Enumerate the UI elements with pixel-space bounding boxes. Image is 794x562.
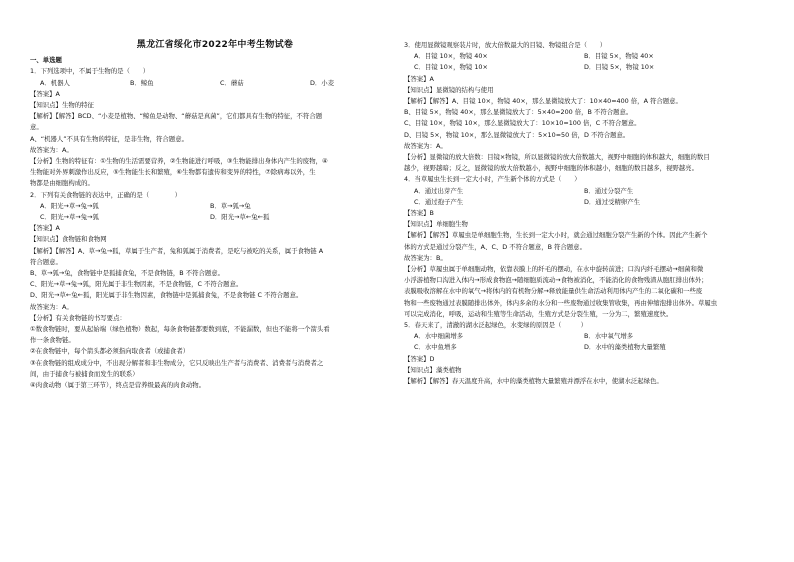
question-1-stem: 1．下列选项中，不属于生物的是（ ） (30, 67, 150, 76)
option-a: A．水中细菌增多 (414, 332, 464, 341)
knowledge-point-1: 【知识点】生物的特征 (30, 101, 94, 110)
answer-1: 【答案】A (30, 89, 60, 98)
analysis-2-line: ②在食物链中，每个箭头都必须指向取食者（或捕食者） (30, 347, 190, 356)
option-a: A．机器人 (40, 78, 70, 87)
option-c: C．目镜 10×，物镜 10× (414, 63, 488, 72)
question-5-options (404, 342, 774, 353)
analysis-3-line: 【分析】显微镜的放大倍数：目镜×物镜，所以显微镜的放大倍数越大，视野中细胞的体积越大，细胞的数目 (404, 153, 710, 162)
option-b: B．水中氧气增多 (584, 332, 634, 341)
option-c: C．通过孢子产生 (414, 197, 464, 206)
conclusion-2: 故答案为：A。 (30, 302, 73, 311)
question-4-stem: 4．当草履虫生长到一定大小时，产生新个体的方式是（ ） (404, 175, 581, 184)
option-d: D．通过受精卵产生 (584, 197, 641, 206)
analysis-1-line: 物都是由细胞构成的。 (30, 179, 94, 188)
option-b: B．鲸鱼 (130, 78, 154, 87)
explanation-3-line: 【解析】【解答】A、目镜 10×，物镜 40×，那么显微镜放大了：10×40=400 倍，A 符合题意。 (404, 97, 682, 106)
analysis-1-line: 生物能对外界刺激作出反应，⑤生物能生长和繁殖，⑥生物都有遗传和变异的特性，⑦除病毒以外，生 (30, 168, 316, 177)
explanation-4-line: 【解析】【解答】草履虫是单细胞生物，生长到一定大小时，就会通过细胞分裂产生新的个体。因此产生新个 (404, 231, 708, 240)
question-3-options (404, 51, 774, 62)
analysis-4-line: 小浮游植物口沟进入体内→形成食物泡→随细胞质流动→食物被消化，不能消化的食物残渣从胞肛排出体外； (404, 276, 708, 285)
explanation-2-line: D、阳光→草←兔←狐，阳光属于非生物因素，食物链中是狐捕食兔，不是食物链 C 不符合题意。 (30, 291, 303, 300)
right-column (404, 0, 774, 387)
explanation-1-line: 【解析】【解答】BCD、“小麦是植物、“鲸鱼是动物、“蘑菇是真菌”，它们都具有生物的特征，不符合题 (30, 112, 323, 121)
analysis-2-line: 间，由于捕食与被捕食而发生的联系） (30, 369, 139, 378)
option-b: B．目镜 5×，物镜 40× (584, 52, 654, 61)
section-heading: 一、单选题 (30, 56, 62, 65)
explanation-3-line: B、目镜 5×，物镜 40×，那么显微镜放大了：5×40=200 倍，B 不符合题意。 (404, 108, 633, 117)
option-a: A．目镜 10×，物镜 40× (414, 52, 488, 61)
explanation-4-line: 体的方式是通过分裂产生，A、C、D 不符合题意，B 符合题意。 (404, 242, 586, 251)
option-c: C．水中鱼增多 (414, 343, 457, 352)
option-a: A．阳光→草→兔→狐 (40, 201, 99, 210)
explanation-2-line: B、草→狐→兔，食物链中是狐捕食兔，不是食物链，B 不符合题意。 (30, 269, 225, 278)
analysis-4-line: 表膜吸收溶解在水中的氧气→将体内的有机物分解→释放能量供生命活动利用体内产生的二氧化碳和一些废 (404, 287, 703, 296)
explanation-3-line: D、目镜 5×，物镜 10×，那么显微镜放大了：5×10=50 倍，D 不符合题意。 (404, 130, 630, 139)
analysis-4-line: 物和一些废物通过表膜随排出体外，体内多余的水分和一些废物通过收集管收集，再由伸缩泡排出体外。草履虫 (404, 298, 718, 307)
option-c: C．阳光→草→兔→狐 (40, 213, 99, 222)
option-d: D．目镜 5×，物镜 10× (584, 63, 655, 72)
question-2-options (30, 201, 400, 212)
option-c: C．蘑菇 (220, 78, 244, 87)
analysis-2-line: 作一条食物链。 (30, 336, 75, 345)
answer-3: 【答案】A (404, 74, 434, 83)
explanation-1-line: A、“机器人”不具有生物的特征，是非生物，符合题意。 (30, 134, 188, 143)
analysis-2-line: ④肉食动物（属于第三环节），终点是营养级最高的肉食动物。 (30, 381, 206, 390)
question-4-options (404, 186, 774, 197)
knowledge-point-5: 【知识点】藻类植物 (404, 365, 462, 374)
conclusion-4: 故答案为：B。 (404, 253, 447, 262)
question-5-options (404, 331, 774, 342)
question-3-stem: 3．使用显微镜观察装片时，放大倍数最大的目镜、物镜组合是（ ） (404, 41, 607, 49)
explanation-1-line: 意。 (30, 123, 43, 132)
analysis-1-line: 【分析】生物的特征有：①生物的生活需要营养，②生物能进行呼吸，③生物能排出身体内产生的废物，④ (30, 157, 328, 166)
answer-2: 【答案】A (30, 224, 60, 233)
option-b: B．草→狐→兔 (210, 201, 251, 210)
question-4-options (404, 197, 774, 208)
option-d: D．阳光→草←兔←狐 (210, 213, 270, 222)
knowledge-point-4: 【知识点】单细胞生物 (404, 220, 468, 229)
question-2-options (30, 212, 400, 223)
option-d: D．小麦 (310, 78, 335, 87)
question-5-stem: 5．春天来了，清澈的湖水泛起绿色，水变绿的原因是（ ） (404, 321, 588, 330)
explanation-5-line: 【解析】【解答】春天温度升高，水中的藻类植物大量繁殖并漂浮在水中，使湖水泛起绿色。 (404, 377, 663, 386)
conclusion-3: 故答案为：A。 (404, 141, 447, 150)
explanation-3-line: C、目镜 10×，物镜 10×，那么显微镜放大了：10×10=100 倍，C 不符合题意。 (404, 119, 641, 128)
question-3-options (404, 62, 774, 73)
option-b: B．通过分裂产生 (584, 186, 634, 195)
answer-4: 【答案】B (404, 209, 434, 218)
analysis-2-line: ③在食物链的组成成分中，不出现分解者和非生物成分，它只反映出生产者与消费者、消费者与消费者之 (30, 358, 324, 367)
answer-5: 【答案】D (404, 354, 435, 363)
knowledge-point-2: 【知识点】食物链和食物网 (30, 235, 107, 244)
conclusion-1: 故答案为：A。 (30, 145, 73, 154)
explanation-2-line: 【解析】【解答】A、草→兔→狐，草属于生产者，兔和狐属于消费者，是吃与被吃的关系，属于食物链 A (30, 246, 324, 255)
document-title: 黑龙江省绥化市2022年中考生物试卷 (136, 40, 294, 50)
left-column (30, 0, 400, 391)
knowledge-point-3: 【知识点】显微镜的结构与使用 (404, 85, 494, 94)
explanation-2-line: C、阳光→草→兔→狐，阳光属于非生物因素，不是食物链，C 不符合题意。 (30, 280, 243, 289)
analysis-4-line: 可以完成消化，呼吸，运动和生殖等生命活动，生殖方式是分裂生殖，一分为二，繁殖速度快。 (404, 309, 673, 318)
option-d: D．水中的藻类植物大量繁殖 (584, 343, 666, 352)
analysis-2-line: 【分析】有关食物链的书写要点： (30, 313, 126, 322)
question-2-stem: 2．下列有关食物链的表达中，正确的是（ ） (30, 190, 182, 199)
analysis-3-line: 越少，视野越暗；反之，显微镜的放大倍数越小，视野中细胞的体积越小，细胞的数目越多，视野越亮。 (404, 164, 698, 173)
option-a: A．通过出芽产生 (414, 186, 464, 195)
analysis-2-line: ①数食物链时，要从起始端（绿色植物）数起，每条食物链都要数到底，不能漏数，但也不能将一个箭头看 (30, 325, 330, 334)
explanation-2-line: 符合题意。 (30, 257, 62, 266)
question-1-options (30, 78, 400, 89)
analysis-4-line: 【分析】草履虫属于单细胞动物，依靠表膜上的纤毛的摆动，在水中旋转前进；口沟内纤毛摆动→细菌和微 (404, 265, 704, 274)
